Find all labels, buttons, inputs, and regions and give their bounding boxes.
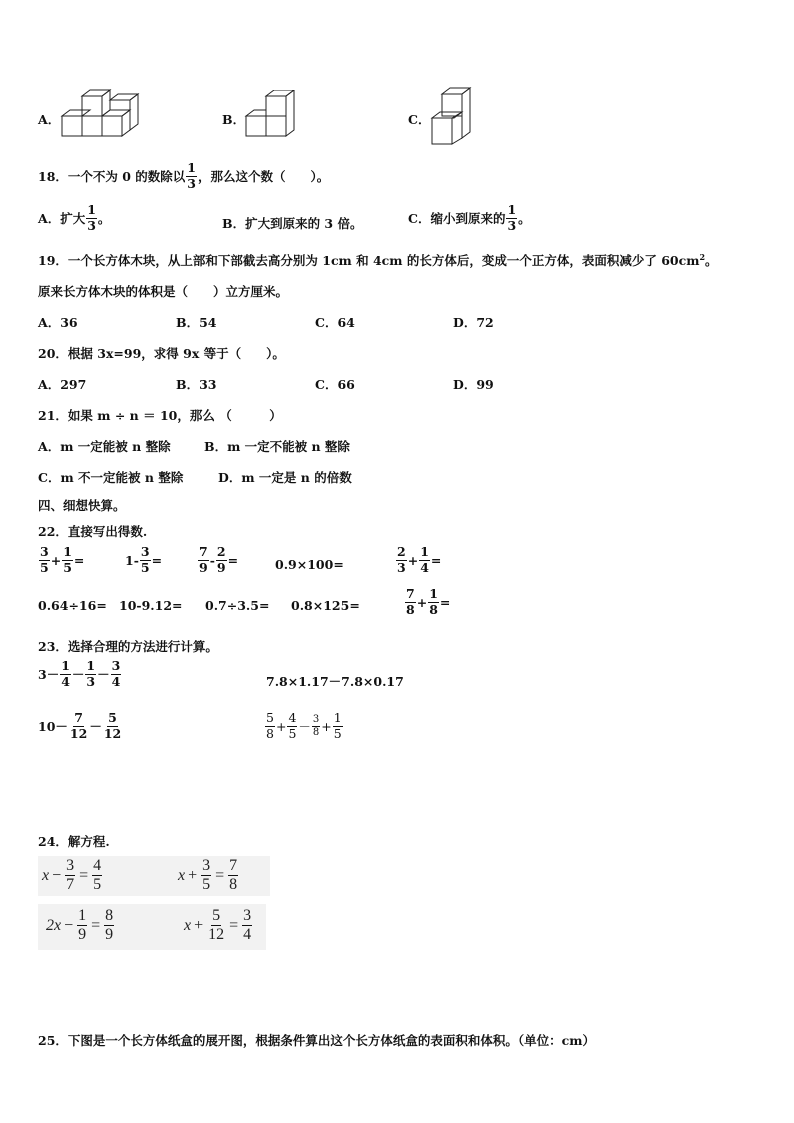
q18-option-a-fraction — [86, 204, 97, 232]
den: 3 — [397, 559, 406, 575]
section-4-heading: 四、细想快算。 — [38, 498, 126, 513]
q17-option-c-cube-figure — [430, 86, 476, 148]
q22-e2-frac — [140, 546, 151, 574]
den: 4 — [61, 673, 70, 689]
q24-stem: 24．解方程. — [38, 834, 110, 849]
frac — [65, 858, 75, 893]
q17-option-b-cube-figure — [244, 90, 302, 146]
operator: + — [407, 552, 419, 568]
equals: = — [227, 552, 239, 568]
q22-e3-frac2 — [216, 546, 227, 574]
q22-expr-10 — [404, 588, 450, 616]
q17-option-b-label: B． — [222, 112, 246, 127]
den: 8 — [312, 726, 320, 738]
num: 1 — [86, 658, 96, 673]
q18-c-frac-den: 3 — [507, 217, 517, 233]
q19-line1 — [38, 251, 718, 269]
den: 5 — [288, 725, 297, 741]
operator: － — [97, 667, 110, 682]
prefix: 10－ — [38, 719, 68, 734]
den: 5 — [333, 725, 342, 741]
q23-problem-2: 7.8×1.17－7.8×0.17 — [266, 674, 404, 689]
q22-e10-frac2 — [428, 588, 439, 616]
q22-e5-frac1 — [396, 546, 407, 574]
variable: x — [184, 916, 192, 934]
q20-option-c: C．66 — [315, 377, 355, 392]
operator: + — [50, 552, 62, 568]
num: 1 — [78, 907, 87, 924]
q23-problem-1 — [38, 660, 122, 688]
q22-e5-frac2 — [419, 546, 430, 574]
operator: － — [298, 719, 311, 734]
den: 9 — [216, 559, 226, 575]
den: 12 — [103, 725, 122, 741]
equals: = — [73, 552, 85, 568]
den: 3 — [86, 673, 96, 689]
equals: = — [215, 866, 225, 884]
num: 7 — [199, 544, 208, 559]
num: 8 — [105, 907, 114, 924]
den: 8 — [429, 601, 438, 617]
den: 12 — [69, 725, 88, 741]
den: 5 — [63, 559, 72, 575]
den: 4 — [420, 559, 429, 575]
q18-c-frac-num: 1 — [507, 202, 517, 217]
equals: = — [79, 866, 89, 884]
frac — [287, 712, 297, 740]
q21-option-c: C．m 不一定能被 n 整除 — [38, 470, 184, 485]
q18-option-c — [408, 204, 531, 232]
frac — [242, 908, 252, 943]
frac — [60, 660, 71, 688]
den: 5 — [40, 559, 49, 575]
num: 1 — [429, 586, 438, 601]
num: 3 — [111, 658, 121, 673]
q20-stem: 20．根据 3x=99，求得 9x 等于（ ）。 — [38, 346, 285, 361]
den: 8 — [406, 601, 415, 617]
q24-equation-1 — [42, 858, 103, 893]
q18-option-a-text: A．扩大 — [38, 211, 86, 226]
num: 7 — [74, 710, 83, 725]
operator: − — [52, 866, 62, 884]
q19-line2: 原来长方体木块的体积是（ ）立方厘米。 — [38, 284, 289, 299]
operator: + — [188, 866, 198, 884]
q24-equation-row-1 — [38, 856, 270, 896]
q17-option-a-cube-figure — [60, 88, 140, 146]
q21-option-d: D．m 一定是 n 的倍数 — [218, 470, 352, 485]
q19-sup: 2 — [699, 251, 706, 262]
q20-option-d: D．99 — [453, 377, 494, 392]
q18-fraction-num: 1 — [187, 160, 196, 175]
q22-expr-1 — [38, 546, 84, 574]
q17-option-a-label: A． — [38, 112, 61, 127]
den: 9 — [105, 926, 114, 943]
q22-e10-frac1 — [405, 588, 416, 616]
den: 5 — [93, 876, 102, 893]
q18-stem-pre: 18．一个不为 0 的数除以 — [38, 169, 186, 184]
operator: + — [321, 718, 332, 734]
q22-e3-frac1 — [198, 546, 209, 574]
den: 8 — [266, 725, 274, 741]
frac — [104, 908, 114, 943]
q25-stem: 25．下图是一个长方体纸盒的展开图，根据条件算出这个长方体纸盒的表面积和体积。（单位：cm） — [38, 1033, 595, 1048]
variable: 2x — [46, 916, 62, 934]
num: 1 — [61, 658, 70, 673]
prefix: 1- — [125, 552, 139, 568]
den: 8 — [229, 876, 238, 893]
q18-option-c-fraction — [506, 204, 517, 232]
den: 9 — [78, 926, 87, 943]
num: 4 — [93, 857, 102, 874]
den: 9 — [199, 559, 208, 575]
q18-option-c-text: C．缩小到原来的 — [408, 211, 506, 226]
operator: － — [89, 719, 102, 734]
num: 7 — [229, 857, 238, 874]
q22-expr-9: 0.8×125= — [291, 598, 360, 613]
q18-option-a — [38, 204, 110, 232]
q20-option-a: A．297 — [38, 377, 87, 392]
den: 7 — [66, 876, 75, 893]
q18-stem-post: ，那么这个数（ ）。 — [198, 169, 330, 184]
num: 2 — [397, 544, 406, 559]
q20-option-b: B．33 — [176, 377, 217, 392]
q22-expr-5 — [395, 546, 441, 574]
num: 5 — [212, 907, 221, 924]
variable: x — [178, 866, 186, 884]
frac — [312, 715, 320, 738]
q22-expr-8: 0.7÷3.5= — [205, 598, 270, 613]
den: 4 — [243, 926, 252, 943]
num: 3 — [202, 857, 211, 874]
q18-option-a-end: 。 — [97, 211, 111, 226]
num: 1 — [63, 544, 72, 559]
q17-option-c-label: C． — [408, 112, 431, 127]
num: 1 — [420, 544, 429, 559]
q22-expr-2 — [125, 546, 162, 574]
q24-equation-2 — [178, 858, 239, 893]
q19-line1-end: 。 — [705, 253, 718, 268]
frac — [333, 712, 343, 740]
q21-option-b: B．m 一定不能被 n 整除 — [204, 439, 350, 454]
equals: = — [439, 594, 451, 610]
num: 3 — [243, 907, 252, 924]
q22-stem: 22．直接写出得数. — [38, 524, 148, 539]
num: 3 — [140, 544, 150, 559]
q22-e1-frac1 — [39, 546, 50, 574]
q22-expr-7: 10-9.12= — [119, 598, 183, 613]
num: 3 — [66, 857, 75, 874]
frac — [207, 908, 225, 943]
q24-equation-4 — [184, 908, 253, 943]
q24-equation-3 — [46, 908, 115, 943]
q22-expr-6: 0.64÷16= — [38, 598, 107, 613]
num: 2 — [216, 544, 226, 559]
operator: + — [194, 916, 204, 934]
q23-problem-4 — [264, 712, 344, 740]
operator: + — [416, 594, 428, 610]
num: 1 — [333, 710, 342, 725]
num: 5 — [266, 710, 274, 725]
q18-fraction-den: 3 — [187, 175, 196, 191]
num: 3 — [40, 544, 49, 559]
equals: = — [91, 916, 101, 934]
prefix: 3－ — [38, 667, 60, 682]
equals: = — [430, 552, 442, 568]
q19-option-b: B．54 — [176, 315, 217, 330]
den: 5 — [202, 876, 211, 893]
q19-option-d: D．72 — [453, 315, 494, 330]
den: 5 — [140, 559, 150, 575]
q18-a-frac-num: 1 — [87, 202, 96, 217]
q19-option-a: A．36 — [38, 315, 78, 330]
q24-equation-row-2 — [38, 904, 266, 950]
q21-option-a: A．m 一定能被 n 整除 — [38, 439, 171, 454]
q18-stem — [38, 162, 329, 190]
q23-problem-3 — [38, 712, 123, 740]
equals: = — [151, 552, 163, 568]
q22-expr-3 — [197, 546, 238, 574]
operator: - — [209, 552, 215, 568]
operator: － — [71, 667, 85, 682]
frac — [265, 712, 275, 740]
q21-stem: 21．如果 m ÷ n ＝ 10，那么 （ ） — [38, 408, 282, 423]
q23-stem: 23．选择合理的方法进行计算。 — [38, 639, 218, 654]
num: 4 — [288, 710, 297, 725]
num: 5 — [108, 710, 117, 725]
q18-a-frac-den: 3 — [87, 217, 96, 233]
operator: + — [275, 718, 287, 734]
q22-expr-4: 0.9×100= — [275, 557, 344, 572]
frac — [111, 660, 122, 688]
equals: = — [229, 916, 239, 934]
frac — [103, 712, 122, 740]
frac — [69, 712, 88, 740]
num: 3 — [312, 713, 320, 725]
variable: x — [42, 866, 50, 884]
q18-fraction — [186, 162, 197, 190]
num: 7 — [406, 586, 415, 601]
den: 4 — [111, 673, 121, 689]
q18-option-b: B．扩大到原来的 3 倍。 — [222, 216, 363, 231]
q19-line1-text: 19．一个长方体木块，从上部和下部截去高分别为 1cm 和 4cm 的长方体后，变成一个正方体，表面积减少了 60cm — [38, 253, 700, 268]
frac — [228, 858, 238, 893]
q22-e1-frac2 — [62, 546, 73, 574]
q19-option-c: C．64 — [315, 315, 355, 330]
frac — [77, 908, 87, 943]
frac — [85, 660, 96, 688]
operator: − — [64, 916, 74, 934]
frac — [92, 858, 102, 893]
den: 12 — [208, 926, 225, 943]
frac — [201, 858, 211, 893]
q18-option-c-end: 。 — [518, 211, 531, 226]
